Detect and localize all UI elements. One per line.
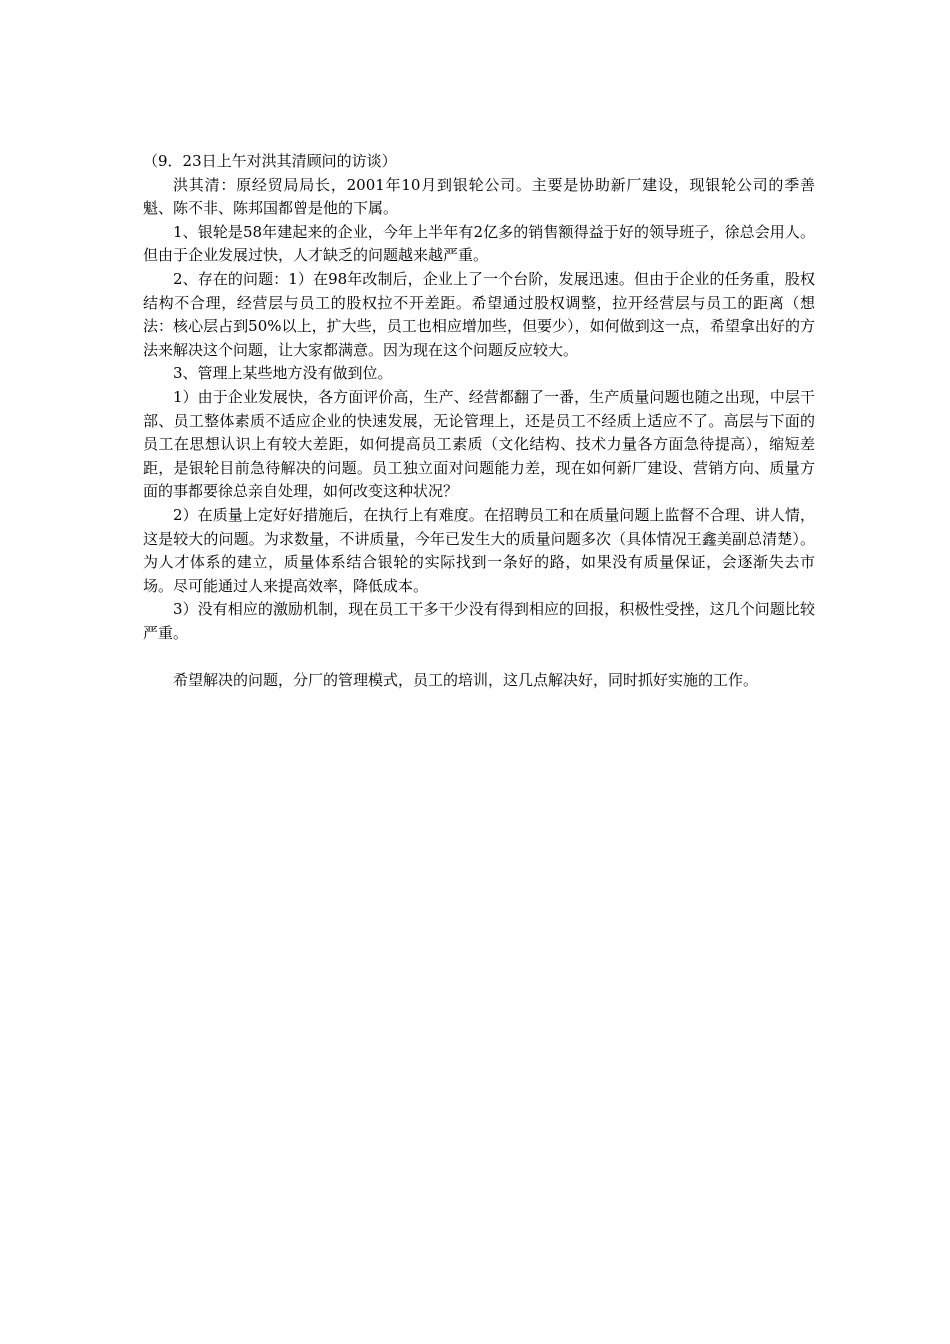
paragraph-point-3: 3、管理上某些地方没有做到位。	[173, 364, 393, 383]
blank-line	[143, 645, 815, 669]
paragraph-point-1: 1、银轮是58年建起来的企业，今年上半年有2亿多的销售额得益于好的领导班子，徐总会用人。但由于企业发展过快，人才缺乏的问题越来越严重。	[143, 222, 815, 265]
paragraph-subpoint-2: 2）在质量上定好好措施后，在执行上有难度。在招聘员工和在质量问题上监督不合理、讲人情，这是较大的问题。为求数量，不讲质量，今年已发生大的质量问题多次（具体情况王鑫美副总清楚）。为人才体系的建立，质量体系结合银轮的实际找到一条好的路，如果没有质量保证，会逐渐失去市场。尽可能通过人来提高效率，降低成本。	[143, 505, 815, 595]
document-heading: （9．23日上午对洪其清顾问的访谈）	[143, 152, 397, 170]
document-body	[143, 150, 815, 693]
paragraph-subpoint-3: 3）没有相应的激励机制，现在员工干多干少没有得到相应的回报，积极性受挫，这几个问题比较严重。	[143, 600, 815, 642]
paragraph-subpoint-1: 1）由于企业发展快，各方面评价高，生产、经营都翻了一番，生产质量问题也随之出现，中层干部、员工整体素质不适应企业的快速发展，无论管理上，还是员工不经质上适应不了。高层与下面的员工在思想认识上有较大差距，如何提高员工素质（文化结构、技术力量各方面急待提高），缩短差距，是银轮目前急待解决的问题。员工独立面对问题能力差，现在如何新厂建设、营销方向、质量方面的事都要徐总亲自处理，如何改变这种状况？	[143, 387, 815, 501]
paragraph-intro: 洪其清：原经贸局局长，2001年10月到银轮公司。主要是协助新厂建设，现银轮公司的季善魁、陈不非、陈邦国都曾是他的下属。	[143, 175, 815, 218]
paragraph-closing: 希望解决的问题，分厂的管理模式，员工的培训，这几点解决好，同时抓好实施的工作。	[173, 671, 759, 690]
paragraph-point-2: 2、存在的问题：1）在98年改制后，企业上了一个台阶，发展迅速。但由于企业的任务重，股权结构不合理，经营层与员工的股权拉不开差距。希望通过股权调整，拉开经营层与员工的距离（想法：核心层占到50%以上，扩大些，员工也相应增加些，但要少），如何做到这一点，希望拿出好的方法来解决这个问题，让大家都满意。因为现在这个问题反应较大。	[143, 269, 815, 359]
